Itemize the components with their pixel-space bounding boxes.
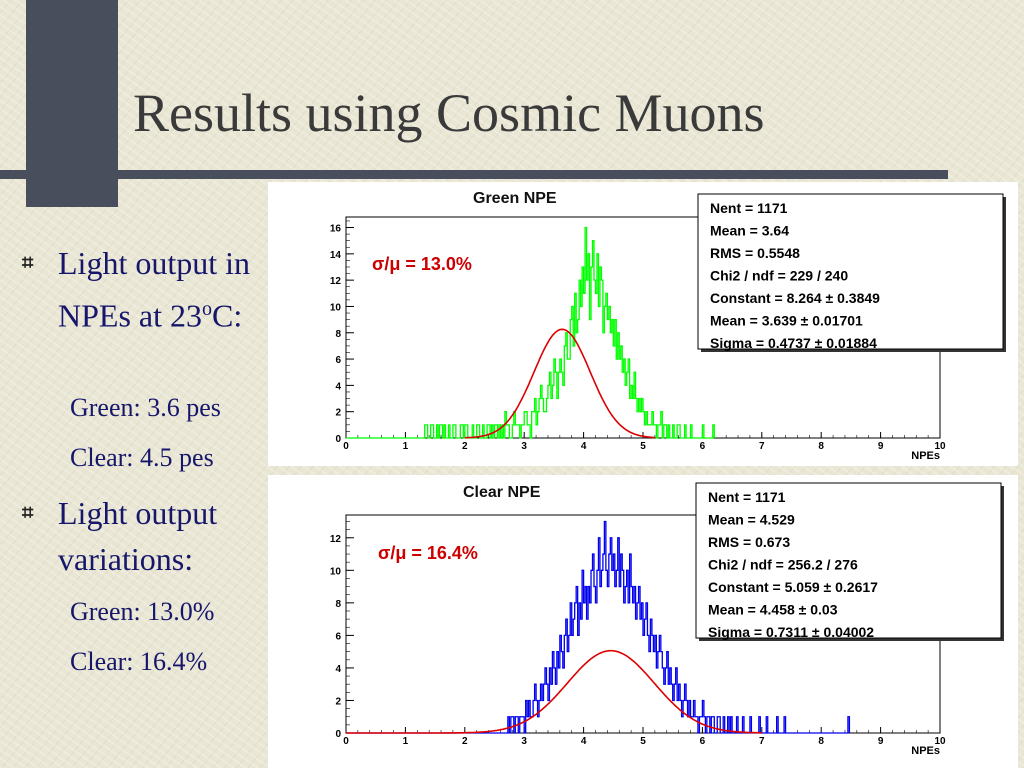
green-npe-histogram xyxy=(268,182,1018,466)
x-tick-label: 0 xyxy=(343,441,349,452)
x-tick-label: 1 xyxy=(402,441,409,452)
bullet-text xyxy=(58,240,262,339)
stats-row: Chi2 / ndf = 229 / 240 xyxy=(710,267,849,284)
x-tick-label: 6 xyxy=(699,736,706,747)
x-tick-label: 3 xyxy=(521,441,527,452)
slide-title: Results using Cosmic Muons xyxy=(133,83,765,143)
chart-title: Clear NPE xyxy=(463,484,541,501)
x-tick-label: 10 xyxy=(934,736,946,747)
x-tick-label: 7 xyxy=(759,441,765,452)
sigma-over-mu-annotation: σ/μ = 16.4% xyxy=(378,543,478,563)
stats-row: Mean = 4.529 xyxy=(708,511,795,528)
x-tick-label: 2 xyxy=(462,441,468,452)
x-tick-label: 4 xyxy=(580,441,587,452)
y-tick-label: 4 xyxy=(335,663,341,675)
stats-row: Sigma = 0.4737 ± 0.01884 xyxy=(710,335,877,351)
stats-row: Constant = 5.059 ± 0.2617 xyxy=(708,579,878,595)
y-tick-label: 16 xyxy=(329,223,341,235)
green-npe-chart-panel xyxy=(268,182,1018,466)
stats-row: Mean = 3.64 xyxy=(710,222,789,239)
y-tick-label: 4 xyxy=(335,381,341,393)
bullet-text-pre: Light output in NPEs at 23 xyxy=(58,245,250,334)
x-tick-label: 8 xyxy=(818,441,824,452)
subitem-green-variation: Green: 13.0% xyxy=(70,597,215,626)
x-tick-label: 7 xyxy=(759,736,765,747)
stats-row: Mean = 3.639 ± 0.01701 xyxy=(710,312,863,329)
stats-row: Mean = 4.458 ± 0.03 xyxy=(708,601,838,618)
y-tick-label: 8 xyxy=(335,328,341,340)
subitem-clear-pes: Clear: 4.5 pes xyxy=(70,443,214,472)
y-tick-label: 14 xyxy=(329,249,341,261)
chart-title: Green NPE xyxy=(473,190,557,207)
x-tick-label: 0 xyxy=(343,736,349,747)
bullet-text-post: C: xyxy=(212,297,243,334)
x-axis-label: NPEs xyxy=(911,450,940,462)
x-tick-label: 6 xyxy=(699,441,706,452)
subitem-green-pes: Green: 3.6 pes xyxy=(70,393,221,422)
x-axis-label: NPEs xyxy=(911,745,940,757)
y-tick-label: 12 xyxy=(329,276,341,288)
bullet-light-output-npes xyxy=(22,240,262,339)
x-tick-label: 4 xyxy=(580,736,587,747)
bullet-icon: ⌗ xyxy=(22,500,34,524)
stats-row: Sigma = 0.7311 ± 0.04002 xyxy=(708,624,875,640)
x-tick-label: 9 xyxy=(877,441,884,452)
subitem-clear-variation: Clear: 16.4% xyxy=(70,647,208,676)
x-tick-label: 10 xyxy=(934,441,946,452)
x-tick-label: 9 xyxy=(877,736,884,747)
bullet-light-output-variations xyxy=(22,490,262,582)
y-tick-label: 8 xyxy=(335,598,341,610)
bullet-text-superscript: o xyxy=(202,298,212,320)
x-tick-label: 2 xyxy=(462,736,468,747)
clear-npe-chart-panel xyxy=(268,475,1018,768)
clear-npe-histogram xyxy=(268,475,1018,768)
x-tick-label: 1 xyxy=(402,736,409,747)
stats-row: Chi2 / ndf = 256.2 / 276 xyxy=(708,556,858,573)
y-tick-label: 0 xyxy=(335,729,341,740)
y-tick-label: 6 xyxy=(335,355,341,367)
x-tick-label: 3 xyxy=(521,736,527,747)
bullet-text: Light output variations: xyxy=(58,495,218,577)
y-tick-label: 12 xyxy=(329,533,341,545)
x-tick-label: 8 xyxy=(818,736,824,747)
stats-row: RMS = 0.5548 xyxy=(710,245,800,261)
stats-row: RMS = 0.673 xyxy=(708,534,791,550)
y-tick-label: 2 xyxy=(335,407,341,419)
y-tick-label: 10 xyxy=(329,566,341,578)
title-underline-rule xyxy=(0,170,948,179)
stats-row: Constant = 8.264 ± 0.3849 xyxy=(710,290,880,306)
sigma-over-mu-annotation: σ/μ = 13.0% xyxy=(372,254,472,274)
stats-row: Nent = 1171 xyxy=(708,489,786,505)
y-tick-label: 2 xyxy=(335,696,341,708)
x-tick-label: 5 xyxy=(640,441,646,452)
y-tick-label: 10 xyxy=(329,302,341,314)
bullet-icon: ⌗ xyxy=(22,250,34,274)
y-tick-label: 0 xyxy=(335,434,341,445)
y-tick-label: 6 xyxy=(335,631,341,643)
x-tick-label: 5 xyxy=(640,736,646,747)
stats-row: Nent = 1171 xyxy=(710,200,788,216)
